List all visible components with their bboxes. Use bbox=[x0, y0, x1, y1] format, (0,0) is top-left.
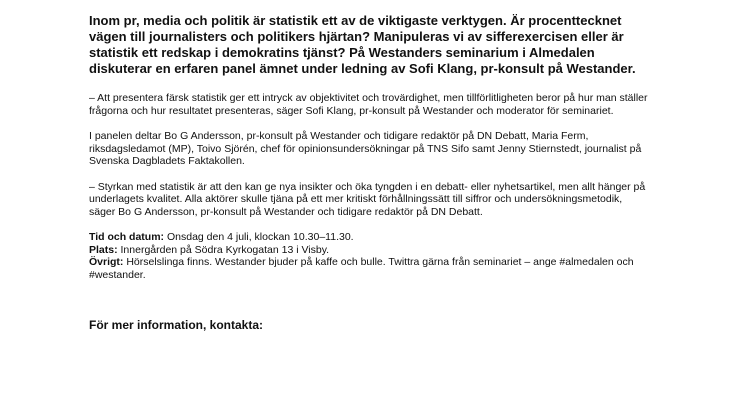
place-line bbox=[89, 244, 649, 257]
quote-paragraph-2: – Styrkan med statistik är att den kan ge nya insikter och öka tyngden i en debatt- eller nyhetsartikel, men allt hänger på underlagets kvalitet. Alla aktörer skulle tjäna på ett mer kritiskt förhållningssätt till siffror och undersökningsmetodik, säger Bo G Andersson, pr-konsult på Westander och tidigare redaktör på DN Debatt. bbox=[89, 180, 646, 218]
other-value: Hörselslinga finns. Westander bjuder på kaffe och bulle. Twittra gärna från seminariet – ange #almedalen och #westander. bbox=[89, 256, 634, 281]
contact-heading: För mer information, kontakta: bbox=[89, 318, 264, 332]
panel-paragraph: I panelen deltar Bo G Andersson, pr-konsult på Westander och tidigare redaktör på DN Debatt, Maria Ferm, riksdagsledamot (MP), Toivo Sjörén, chef för opinionsundersökningar på TNS Sifo samt Jenny Stiernstedt, journalist på Svenska Dagbladets Faktakollen. bbox=[89, 130, 642, 167]
other-label: Övrigt: bbox=[89, 256, 124, 268]
time-label: Tid och datum: bbox=[89, 231, 165, 243]
press-release bbox=[89, 13, 649, 332]
place-label: Plats: bbox=[89, 243, 118, 256]
other-line bbox=[89, 256, 649, 281]
lead-paragraph: Inom pr, media och politik är statistik ett av de viktigaste verktygen. Är procenttecknet vägen till journalisters och politikers hjärtan? Manipuleras vi av sifferexercisen eller är statistik ett redskap i demokratins tjänst? På Westanders seminarium i Almedalen diskuterar en erfaren panel ämnet under ledning av Sofi Klang, pr-konsult på Westander. bbox=[89, 13, 636, 76]
place-value: Innergården på Södra Kyrkogatan 13 i Visby. bbox=[117, 243, 330, 256]
time-line bbox=[89, 231, 649, 244]
time-value: Onsdag den 4 juli, klockan 10.30–11.30. bbox=[164, 231, 354, 243]
event-info bbox=[89, 231, 649, 281]
quote-paragraph-1: – Att presentera färsk statistik ger ett intryck av objektivitet och trovärdighet, men tillförlitligheten beror på hur man ställer frågorna och hur resultatet presenteras, säger Sofi Klang, pr-konsult på Westander och moderator för seminariet. bbox=[89, 92, 648, 117]
